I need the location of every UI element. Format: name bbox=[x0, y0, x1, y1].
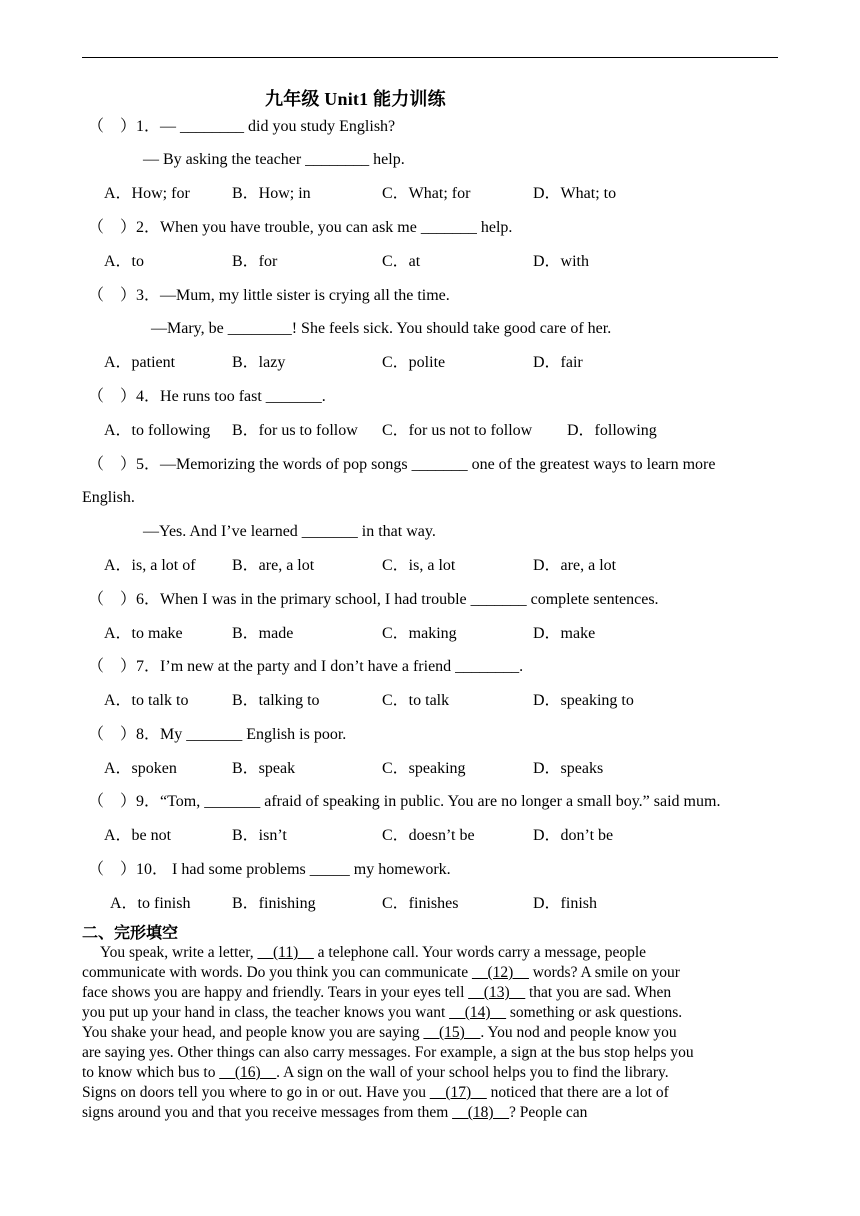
passage-line: Signs on doors tell you where to go in or out. Have you __(17)__ noticed that there are a lot of bbox=[82, 1084, 669, 1101]
option-a: A．to make bbox=[104, 625, 183, 642]
option-d: D．are, a lot bbox=[533, 557, 617, 574]
option-b: B．finishing bbox=[232, 895, 316, 912]
passage-line: You speak, write a letter, __(11)__ a telephone call. Your words carry a message, people bbox=[100, 944, 647, 961]
question-7: （ ）7．I’m new at the party and I don’t have a friend ________. bbox=[88, 658, 524, 675]
answer-bracket[interactable]: （ ） bbox=[88, 118, 137, 135]
question-5-continued: English. bbox=[82, 489, 135, 506]
option-a: A．be not bbox=[104, 827, 172, 844]
question-4: （ ）4．He runs too fast _______. bbox=[88, 388, 326, 405]
answer-bracket[interactable]: （ ） bbox=[88, 793, 137, 810]
option-a: A．is, a lot of bbox=[104, 557, 196, 574]
blank-17[interactable]: __(17)__ bbox=[429, 1084, 487, 1101]
passage-line: signs around you and that you receive messages from them __(18)__? People can bbox=[82, 1104, 588, 1121]
question-6: （ ）6．When I was in the primary school, I had trouble _______ complete sentences. bbox=[88, 591, 659, 608]
answer-bracket[interactable]: （ ） bbox=[88, 861, 137, 878]
answer-bracket[interactable]: （ ） bbox=[88, 287, 137, 304]
option-d: D．with bbox=[533, 253, 590, 270]
option-b: B．are, a lot bbox=[232, 557, 315, 574]
blank-11[interactable]: __(11)__ bbox=[257, 944, 314, 961]
question-10: （ ）10． I had some problems _____ my homework. bbox=[88, 861, 451, 878]
option-d: D．What; to bbox=[533, 185, 617, 202]
question-8: （ ）8．My _______ English is poor. bbox=[88, 726, 347, 743]
option-d: D．make bbox=[533, 625, 596, 642]
option-c: C．finishes bbox=[382, 895, 459, 912]
question-1-reply: — By asking the teacher ________ help. bbox=[143, 151, 405, 168]
option-d: D．fair bbox=[533, 354, 583, 371]
option-d: D．don’t be bbox=[533, 827, 614, 844]
option-b: B．for us to follow bbox=[232, 422, 358, 439]
answer-bracket[interactable]: （ ） bbox=[88, 456, 137, 473]
blank-14[interactable]: __(14)__ bbox=[449, 1004, 507, 1021]
option-a: A．patient bbox=[104, 354, 176, 371]
option-c: C．What; for bbox=[382, 185, 471, 202]
option-c: C．polite bbox=[382, 354, 446, 371]
blank-16[interactable]: __(16)__ bbox=[219, 1064, 277, 1081]
option-b: B．How; in bbox=[232, 185, 311, 202]
passage-line: you put up your hand in class, the teacher knows you want __(14)__ something or ask questions. bbox=[82, 1004, 683, 1021]
question-1: （ ）1．— ________ did you study English? bbox=[88, 118, 396, 135]
question-2: （ ）2．When you have trouble, you can ask me _______ help. bbox=[88, 219, 513, 236]
option-c: C．speaking bbox=[382, 760, 466, 777]
question-5-reply: —Yes. And I’ve learned _______ in that way. bbox=[143, 523, 436, 540]
answer-bracket[interactable]: （ ） bbox=[88, 726, 137, 743]
answer-bracket[interactable]: （ ） bbox=[88, 219, 137, 236]
answer-bracket[interactable]: （ ） bbox=[88, 658, 137, 675]
passage-line: face shows you are happy and friendly. Tears in your eyes tell __(13)__ that you are sad. When bbox=[82, 984, 672, 1001]
blank-18[interactable]: __(18)__ bbox=[452, 1104, 510, 1121]
question-9: （ ）9．“Tom, _______ afraid of speaking in public. You are no longer a small boy.” said mum. bbox=[88, 793, 721, 810]
question-5: （ ）5．—Memorizing the words of pop songs _______ one of the greatest ways to learn more bbox=[88, 456, 716, 473]
option-b: B．speak bbox=[232, 760, 296, 777]
option-a: A．to talk to bbox=[104, 692, 189, 709]
blank-13[interactable]: __(13)__ bbox=[468, 984, 526, 1001]
option-d: D．following bbox=[567, 422, 657, 439]
option-a: A．How; for bbox=[104, 185, 190, 202]
option-c: C．making bbox=[382, 625, 457, 642]
option-a: A．to bbox=[104, 253, 145, 270]
option-d: D．speaks bbox=[533, 760, 604, 777]
option-a: A．to finish bbox=[110, 895, 191, 912]
option-b: B．for bbox=[232, 253, 278, 270]
option-a: A．to following bbox=[104, 422, 211, 439]
option-c: C．at bbox=[382, 253, 421, 270]
option-b: B．talking to bbox=[232, 692, 320, 709]
passage-line: You shake your head, and people know you are saying __(15)__. You nod and people know you bbox=[82, 1024, 677, 1041]
answer-bracket[interactable]: （ ） bbox=[88, 388, 137, 405]
answer-bracket[interactable]: （ ） bbox=[88, 591, 137, 608]
option-b: B．lazy bbox=[232, 354, 286, 371]
question-3-reply: —Mary, be ________! She feels sick. You should take good care of her. bbox=[151, 320, 612, 337]
page-title: 九年级 Unit1 能力训练 bbox=[265, 89, 446, 109]
option-c: C．doesn’t be bbox=[382, 827, 475, 844]
option-a: A．spoken bbox=[104, 760, 177, 777]
option-c: C．to talk bbox=[382, 692, 450, 709]
header-rule bbox=[82, 57, 778, 58]
blank-12[interactable]: __(12)__ bbox=[472, 964, 529, 981]
option-d: D．finish bbox=[533, 895, 598, 912]
option-c: C．for us not to follow bbox=[382, 422, 533, 439]
passage-line: are saying yes. Other things can also carry messages. For example, a sign at the bus stop helps you bbox=[82, 1044, 694, 1061]
option-c: C．is, a lot bbox=[382, 557, 456, 574]
option-d: D．speaking to bbox=[533, 692, 634, 709]
section-heading-cloze: 二、完形填空 bbox=[82, 923, 179, 942]
passage-line: to know which bus to __(16)__. A sign on the wall of your school helps you to find the library. bbox=[82, 1064, 669, 1081]
blank-15[interactable]: __(15)__ bbox=[423, 1024, 481, 1041]
option-b: B．isn’t bbox=[232, 827, 287, 844]
option-b: B．made bbox=[232, 625, 294, 642]
passage-line: communicate with words. Do you think you can communicate __(12)__ words? A smile on your bbox=[82, 964, 680, 981]
question-3: （ ）3．—Mum, my little sister is crying all the time. bbox=[88, 287, 450, 304]
